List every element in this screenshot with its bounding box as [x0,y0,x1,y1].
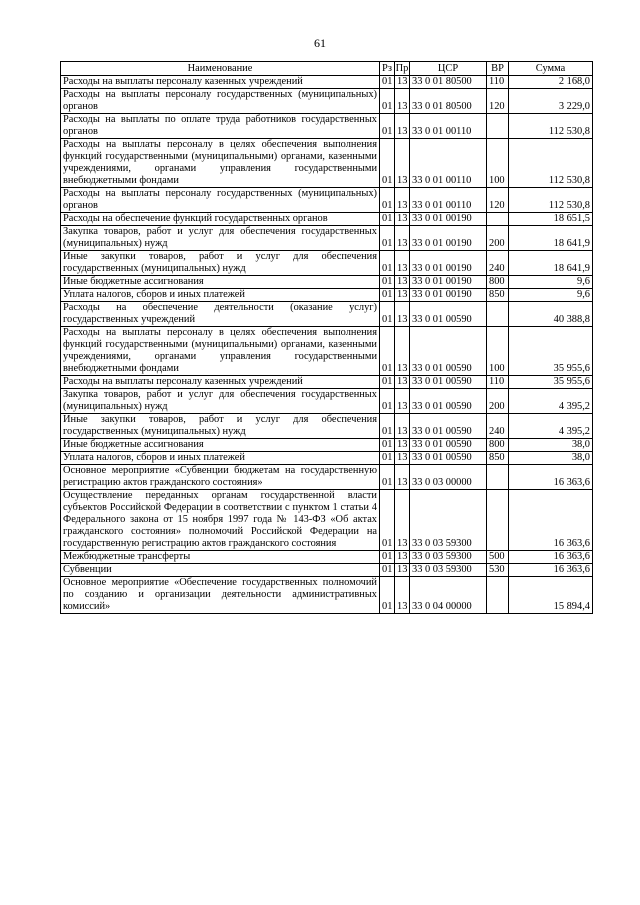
row-vr [487,490,509,551]
row-pr: 13 [395,289,410,302]
table-row [61,577,593,614]
row-sum: 112 530,8 [509,188,593,213]
table-row [61,139,593,188]
row-name: Закупка товаров, работ и услуг для обеспечения государственных (муниципальных) нужд [61,389,380,414]
table-row [61,389,593,414]
row-rz: 01 [380,251,395,276]
row-pr: 13 [395,376,410,389]
row-rz: 01 [380,188,395,213]
row-vr: 200 [487,389,509,414]
row-csr: 33 0 03 59300 [410,551,487,564]
row-rz: 01 [380,577,395,614]
row-sum: 9,6 [509,289,593,302]
table-row [61,376,593,389]
row-vr: 240 [487,414,509,439]
row-rz: 01 [380,226,395,251]
row-rz: 01 [380,414,395,439]
table-row [61,213,593,226]
row-rz: 01 [380,551,395,564]
page-number: 61 [314,36,326,50]
row-csr: 33 0 01 00590 [410,439,487,452]
table-row [61,465,593,490]
row-pr: 13 [395,89,410,114]
row-pr: 13 [395,327,410,376]
row-csr: 33 0 01 00190 [410,226,487,251]
row-csr: 33 0 01 00110 [410,114,487,139]
row-sum: 18 641,9 [509,251,593,276]
row-pr: 13 [395,188,410,213]
row-csr: 33 0 01 00110 [410,188,487,213]
row-pr: 13 [395,276,410,289]
row-csr: 33 0 03 59300 [410,564,487,577]
row-vr [487,465,509,490]
row-rz: 01 [380,564,395,577]
row-csr: 33 0 01 00590 [410,302,487,327]
row-name: Расходы на выплаты персоналу государственных (муниципальных) органов [61,89,380,114]
table-row [61,188,593,213]
row-csr: 33 0 01 00110 [410,139,487,188]
row-pr: 13 [395,439,410,452]
row-sum: 9,6 [509,276,593,289]
row-sum: 2 168,0 [509,76,593,89]
row-sum: 35 955,6 [509,376,593,389]
header-csr: ЦСР [410,62,487,76]
row-pr: 13 [395,490,410,551]
row-sum: 3 229,0 [509,89,593,114]
row-vr: 530 [487,564,509,577]
row-rz: 01 [380,327,395,376]
row-name: Расходы на обеспечение функций государственных органов [61,213,380,226]
row-sum: 18 651,5 [509,213,593,226]
row-rz: 01 [380,114,395,139]
row-csr: 33 0 01 00190 [410,276,487,289]
row-vr: 500 [487,551,509,564]
row-sum: 112 530,8 [509,139,593,188]
row-vr: 800 [487,439,509,452]
row-csr: 33 0 01 00590 [410,452,487,465]
table-row [61,251,593,276]
row-name: Закупка товаров, работ и услуг для обеспечения государственных (муниципальных) нужд [61,226,380,251]
row-name: Основное мероприятие «Обеспечение государственных полномочий по созданию и организации деятельности административных комиссий» [61,577,380,614]
row-rz: 01 [380,76,395,89]
row-csr: 33 0 01 00590 [410,327,487,376]
row-csr: 33 0 01 80500 [410,76,487,89]
row-name: Расходы на выплаты персоналу казенных учреждений [61,376,380,389]
row-pr: 13 [395,139,410,188]
row-sum: 16 363,6 [509,465,593,490]
row-pr: 13 [395,465,410,490]
row-vr: 240 [487,251,509,276]
row-name: Субвенции [61,564,380,577]
table-row [61,276,593,289]
row-csr: 33 0 01 00590 [410,414,487,439]
row-rz: 01 [380,465,395,490]
table-row [61,76,593,89]
row-pr: 13 [395,213,410,226]
row-rz: 01 [380,289,395,302]
row-vr: 120 [487,89,509,114]
table-row [61,289,593,302]
row-rz: 01 [380,490,395,551]
table-row [61,414,593,439]
row-vr: 120 [487,188,509,213]
table-row [61,226,593,251]
row-vr [487,213,509,226]
row-name: Межбюджетные трансферты [61,551,380,564]
row-name: Расходы на обеспечение деятельности (оказание услуг) государственных учреждений [61,302,380,327]
row-csr: 33 0 01 00590 [410,389,487,414]
header-vr: ВР [487,62,509,76]
row-pr: 13 [395,302,410,327]
row-name: Иные бюджетные ассигнования [61,276,380,289]
row-vr: 800 [487,276,509,289]
row-sum: 16 363,6 [509,564,593,577]
row-pr: 13 [395,226,410,251]
table-row [61,327,593,376]
row-rz: 01 [380,276,395,289]
row-sum: 112 530,8 [509,114,593,139]
header-name: Наименование [61,62,380,76]
row-name: Основное мероприятие «Субвенции бюджетам на государственную регистрацию актов гражданского состояния» [61,465,380,490]
header-pr: Пр [395,63,409,74]
row-vr: 850 [487,289,509,302]
row-sum: 4 395,2 [509,389,593,414]
row-vr [487,302,509,327]
row-sum: 40 388,8 [509,302,593,327]
row-vr: 100 [487,139,509,188]
row-pr: 13 [395,389,410,414]
row-rz: 01 [380,376,395,389]
row-rz: 01 [380,89,395,114]
row-pr: 13 [395,251,410,276]
row-vr [487,114,509,139]
row-rz: 01 [380,213,395,226]
budget-table [60,61,593,614]
row-name: Иные закупки товаров, работ и услуг для обеспечения государственных (муниципальных) нужд [61,251,380,276]
row-rz: 01 [380,452,395,465]
row-rz: 01 [380,389,395,414]
table-row [61,490,593,551]
row-vr [487,577,509,614]
table-row [61,114,593,139]
row-pr: 13 [395,577,410,614]
row-sum: 18 641,9 [509,226,593,251]
row-pr: 13 [395,452,410,465]
row-name: Расходы на выплаты персоналу в целях обеспечения выполнения функций государственными (муниципальными) органами, казенными учреждениями, органами управления государственными внебюджетными фондами [61,139,380,188]
header-rz: Рз [380,62,395,76]
table-row [61,452,593,465]
row-sum: 4 395,2 [509,414,593,439]
row-csr: 33 0 03 59300 [410,490,487,551]
row-rz: 01 [380,302,395,327]
table-row [61,89,593,114]
row-sum: 38,0 [509,439,593,452]
header-sum: Сумма [509,62,593,76]
row-pr: 13 [395,564,410,577]
row-sum: 16 363,6 [509,551,593,564]
row-csr: 33 0 01 00190 [410,251,487,276]
row-name: Иные закупки товаров, работ и услуг для обеспечения государственных (муниципальных) нужд [61,414,380,439]
table-row [61,302,593,327]
row-csr: 33 0 04 00000 [410,577,487,614]
row-vr: 100 [487,327,509,376]
table-body [61,76,593,614]
row-sum: 38,0 [509,452,593,465]
row-pr: 13 [395,414,410,439]
row-name: Уплата налогов, сборов и иных платежей [61,452,380,465]
row-rz: 01 [380,439,395,452]
row-name: Расходы на выплаты по оплате труда работников государственных органов [61,114,380,139]
table-row [61,551,593,564]
row-name: Расходы на выплаты персоналу в целях обеспечения выполнения функций государственными (муниципальными) органами, казенными учреждениями, органами управления государственными внебюджетными фондами [61,327,380,376]
row-name: Уплата налогов, сборов и иных платежей [61,289,380,302]
row-pr: 13 [395,551,410,564]
row-name: Расходы на выплаты персоналу казенных учреждений [61,76,380,89]
row-csr: 33 0 01 00190 [410,213,487,226]
row-vr: 200 [487,226,509,251]
row-name: Осуществление переданных органам государственной власти субъектов Российской Федерации в соответствии с пунктом 1 статьи 4 Федерального закона от 15 ноября 1997 года № 143-ФЗ «Об актах гражданского состояния» полномочий Российской Федерации на государственную регистрацию актов гражданского состояния [61,490,380,551]
row-vr: 110 [487,376,509,389]
row-csr: 33 0 01 80500 [410,89,487,114]
row-sum: 35 955,6 [509,327,593,376]
row-vr: 110 [487,76,509,89]
row-pr: 13 [395,76,410,89]
row-csr: 33 0 03 00000 [410,465,487,490]
row-sum: 16 363,6 [509,490,593,551]
row-vr: 850 [487,452,509,465]
row-sum: 15 894,4 [509,577,593,614]
row-rz: 01 [380,139,395,188]
table-row [61,564,593,577]
table-row [61,439,593,452]
table-header-row [61,62,593,76]
row-name: Расходы на выплаты персоналу государственных (муниципальных) органов [61,188,380,213]
row-csr: 33 0 01 00590 [410,376,487,389]
row-name: Иные бюджетные ассигнования [61,439,380,452]
row-pr: 13 [395,114,410,139]
row-csr: 33 0 01 00190 [410,289,487,302]
